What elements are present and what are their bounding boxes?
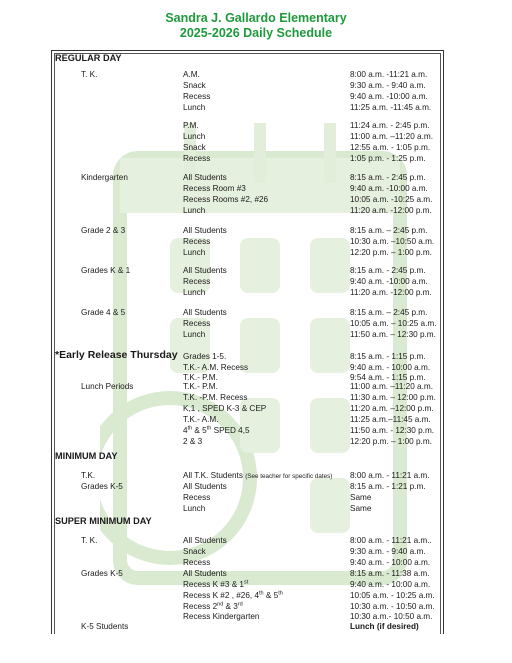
schedule-row bbox=[0, 183, 512, 194]
activity-text: T.K.- A.M. Recess bbox=[183, 363, 249, 372]
time-range: 9:40 a.m. -10:00 a.m. bbox=[350, 92, 428, 101]
schedule-row bbox=[0, 557, 512, 568]
time-range: 8:15 a.m. - 11:38 a.m. bbox=[350, 569, 430, 578]
ordinal-suffix: st bbox=[243, 579, 249, 586]
activity-text: & 3 bbox=[223, 602, 238, 611]
schedule-row bbox=[0, 425, 512, 436]
activity-label bbox=[183, 225, 227, 236]
activity-label bbox=[183, 131, 205, 142]
schedule-row bbox=[0, 329, 512, 340]
activity-label bbox=[183, 492, 210, 503]
schedule-row bbox=[0, 142, 512, 153]
activity-text: All Students bbox=[183, 536, 227, 545]
schedule-row bbox=[0, 503, 512, 514]
activity-label bbox=[183, 414, 218, 425]
activity-text: Lunch bbox=[183, 248, 206, 257]
schedule-row bbox=[0, 436, 512, 447]
time-range: 9:40 a.m. -10:00 a.m. bbox=[350, 184, 428, 193]
group-label: K-5 Students bbox=[81, 622, 129, 631]
activity-text: Lunch bbox=[183, 132, 206, 141]
activity-label bbox=[183, 535, 227, 546]
ordinal-suffix: rd bbox=[237, 601, 243, 608]
group-label: T. K. bbox=[81, 70, 98, 79]
group-label: Kindergarten bbox=[81, 173, 128, 182]
activity-text: 2 & 3 bbox=[183, 437, 203, 446]
time-range: 9:30 a.m. - 9:40 a.m. bbox=[350, 81, 426, 90]
activity-text: & 5 bbox=[192, 426, 207, 435]
time-range: 9:54 a.m. - 1:15 p.m. bbox=[350, 373, 426, 382]
time-range: 8:15 a.m. - 2:45 p.m. bbox=[350, 266, 426, 275]
time-range: 8:15 a.m. - 2:45 p.m. bbox=[350, 173, 426, 182]
activity-label bbox=[183, 247, 205, 258]
activity-label bbox=[183, 579, 248, 590]
section-minimum-day: MINIMUM DAY bbox=[55, 451, 118, 461]
activity-label bbox=[183, 318, 210, 329]
time-range: 9:40 a.m. -10:00 a.m. bbox=[350, 277, 428, 286]
activity-label bbox=[183, 236, 210, 247]
activity-text: Snack bbox=[183, 547, 206, 556]
activity-label bbox=[183, 403, 266, 414]
activity-label bbox=[183, 425, 250, 436]
schedule-row bbox=[0, 287, 512, 298]
schedule-row bbox=[0, 403, 512, 414]
activity-label bbox=[183, 329, 205, 340]
ordinal-suffix: th bbox=[206, 425, 212, 432]
activity-label bbox=[183, 436, 202, 447]
activity-label bbox=[183, 205, 205, 216]
time-range: 11:50 a.m. – 12:30 p.m. bbox=[350, 330, 436, 339]
time-range: 11:20 a.m. -12:00 p.m. bbox=[350, 206, 432, 215]
time-range: Lunch (if desired) bbox=[350, 622, 419, 631]
activity-label bbox=[183, 568, 227, 579]
activity-text: Recess 2 bbox=[183, 602, 218, 611]
time-range: 11:00 a.m. –11:20 a.m. bbox=[350, 132, 433, 141]
activity-label bbox=[183, 481, 227, 492]
activity-text: Recess bbox=[183, 92, 211, 101]
activity-text: Lunch bbox=[183, 288, 206, 297]
activity-text: All T.K. Students bbox=[183, 471, 246, 480]
schedule-row bbox=[0, 590, 512, 601]
time-range: 8:00 a.m. -11:21 a.m. bbox=[350, 70, 428, 79]
activity-text: Lunch bbox=[183, 103, 206, 112]
schedule-row bbox=[0, 481, 512, 492]
schedule-row bbox=[0, 102, 512, 113]
activity-text: Lunch bbox=[183, 206, 206, 215]
activity-text: All Students bbox=[183, 266, 227, 275]
time-range: 1:05 p.m. - 1:25 p.m. bbox=[350, 154, 426, 163]
activity-text: T.K.- P.M. bbox=[183, 382, 218, 391]
time-range: 8:15 a.m. – 2:45 p.m. bbox=[350, 308, 428, 317]
schedule-row bbox=[0, 236, 512, 247]
activity-text: All Students bbox=[183, 173, 227, 182]
schedule-row bbox=[0, 225, 512, 236]
time-range: Same bbox=[350, 493, 372, 502]
schedule-row bbox=[0, 91, 512, 102]
schedule-row bbox=[0, 265, 512, 276]
time-range: 11:25 a.m.–11:45 a.m. bbox=[350, 415, 431, 424]
time-range: 9:30 a.m. - 9:40 a.m. bbox=[350, 547, 426, 556]
activity-label bbox=[183, 153, 210, 164]
activity-label bbox=[183, 265, 227, 276]
time-range: 12:20 p.m. – 1:00 p.m. bbox=[350, 248, 432, 257]
time-range: 11:20 a.m. –12:00 p.m. bbox=[350, 404, 434, 413]
activity-text: Recess bbox=[183, 493, 211, 502]
schedule-row bbox=[0, 153, 512, 164]
activity-text: Recess bbox=[183, 319, 211, 328]
activity-text: All Students bbox=[183, 226, 227, 235]
activity-label bbox=[183, 381, 218, 392]
schedule-row bbox=[0, 120, 512, 131]
activity-text: A.M. bbox=[183, 70, 200, 79]
time-range: 10:05 a.m. – 10:25 a.m. bbox=[350, 319, 437, 328]
schedule-row bbox=[0, 69, 512, 80]
activity-label bbox=[183, 183, 246, 194]
schedule-row bbox=[0, 535, 512, 546]
ordinal-suffix: th bbox=[187, 425, 193, 432]
schedule-row bbox=[0, 131, 512, 142]
ordinal-suffix: th bbox=[278, 590, 283, 597]
time-range: 8:00 a.m. - 11:21 a.m. bbox=[350, 471, 430, 480]
group-label: Lunch Periods bbox=[81, 382, 134, 391]
group-label: Grade 2 & 3 bbox=[81, 226, 126, 235]
activity-text: Recess Kindergarten bbox=[183, 612, 260, 621]
time-range: 11:20 a.m. -12:00 p.m. bbox=[350, 288, 432, 297]
time-range: 8:15 a.m. – 2:45 p.m. bbox=[350, 226, 428, 235]
activity-label bbox=[183, 69, 200, 80]
schedule-row bbox=[0, 470, 512, 481]
activity-label bbox=[183, 102, 205, 113]
section-early-release: *Early Release Thursday bbox=[55, 349, 178, 361]
activity-text: P.M. bbox=[183, 121, 199, 130]
activity-label bbox=[183, 546, 206, 557]
activity-text: Recess K #2 , #26, 4 bbox=[183, 591, 260, 600]
activity-label bbox=[183, 503, 205, 514]
activity-label bbox=[183, 172, 227, 183]
time-range: 10:30 a.m. - 10:50 a.m. bbox=[350, 602, 435, 611]
group-label: Grade 4 & 5 bbox=[81, 308, 126, 317]
schedule-row bbox=[0, 392, 512, 403]
activity-text: Snack bbox=[183, 81, 206, 90]
time-range: 9:40 a.m. - 10:00 a.m. bbox=[350, 558, 431, 567]
time-range: 8:00 a.m. - 11:21 a.m.. bbox=[350, 536, 432, 545]
time-range: 9:40 a.m. - 10:00 a.m. bbox=[350, 580, 431, 589]
activity-text: Grades 1-5. bbox=[183, 352, 227, 361]
activity-text: Recess bbox=[183, 237, 211, 246]
time-range: 10:05 a.m. - 10:25 a.m. bbox=[350, 591, 435, 600]
activity-text: Recess bbox=[183, 277, 211, 286]
group-label: Grades K-5 bbox=[81, 569, 123, 578]
activity-text: 4 bbox=[183, 426, 188, 435]
activity-text: Recess K #3 & 1 bbox=[183, 580, 244, 589]
time-range: 10:30 a.m.- 10:50 a.m. bbox=[350, 612, 433, 621]
activity-note: (See teacher for specific dates) bbox=[245, 473, 333, 480]
activity-text: Snack bbox=[183, 143, 206, 152]
section-regular-day: REGULAR DAY bbox=[55, 53, 122, 63]
schedule-row bbox=[0, 80, 512, 91]
schedule-row bbox=[0, 579, 512, 590]
schedule-row bbox=[0, 172, 512, 183]
schedule-row bbox=[0, 276, 512, 287]
schedule-row bbox=[0, 381, 512, 392]
schedule-row bbox=[0, 205, 512, 216]
activity-label bbox=[183, 392, 247, 403]
activity-label bbox=[183, 80, 206, 91]
time-range: 11:50 a.m. - 12:30 p.m. bbox=[350, 426, 435, 435]
ordinal-suffix: th bbox=[259, 590, 264, 597]
group-label: T. K. bbox=[81, 536, 98, 545]
activity-text: Lunch bbox=[183, 330, 206, 339]
time-range: 9:40 a.m. - 10:00 a.m. bbox=[350, 363, 431, 372]
activity-label bbox=[183, 351, 226, 362]
time-range: 10:30 a.m. –10:50 a.m. bbox=[350, 237, 435, 246]
schedule-row bbox=[0, 307, 512, 318]
school-name: Sandra J. Gallardo Elementary bbox=[165, 11, 347, 25]
time-range: 8:15 a.m. - 1:15 p.m. bbox=[350, 352, 426, 361]
time-range: 11:00 a.m. –11:20 a.m. bbox=[350, 382, 433, 391]
schedule-row bbox=[0, 247, 512, 258]
activity-label bbox=[183, 194, 268, 205]
schedule-row bbox=[0, 194, 512, 205]
activity-text: Recess Rooms #2, #26 bbox=[183, 195, 269, 204]
group-label: T.K. bbox=[81, 471, 96, 480]
time-range: 8:15 a.m. - 1:21 p.m. bbox=[350, 482, 426, 491]
activity-text: T.K. -P.M. Recess bbox=[183, 393, 248, 402]
activity-text: Recess Room #3 bbox=[183, 184, 246, 193]
activity-text: T.K.- P.M. bbox=[183, 373, 218, 382]
ordinal-suffix: nd bbox=[217, 601, 224, 608]
activity-label bbox=[183, 120, 199, 131]
group-label: Grades K-5 bbox=[81, 482, 123, 491]
activity-label bbox=[183, 142, 206, 153]
activity-label bbox=[183, 307, 227, 318]
activity-text: T.K.- A.M. bbox=[183, 415, 219, 424]
activity-text: SPED 4,5 bbox=[211, 426, 250, 435]
schedule-row bbox=[0, 492, 512, 503]
activity-label bbox=[183, 287, 205, 298]
activity-label bbox=[183, 91, 210, 102]
activity-text: Lunch bbox=[183, 504, 206, 513]
schedule-row bbox=[0, 621, 512, 632]
activity-label bbox=[183, 557, 210, 568]
time-range: 11:30 a.m. – 12:00 p.m. bbox=[350, 393, 436, 402]
section-super-minimum-day: SUPER MINIMUM DAY bbox=[55, 516, 152, 526]
group-label: Grades K & 1 bbox=[81, 266, 131, 275]
schedule-row bbox=[0, 568, 512, 579]
time-range: 11:25 a.m. -11:45 a.m. bbox=[350, 103, 432, 112]
time-range: 11:24 a.m. - 2:45 p.m. bbox=[350, 121, 430, 130]
activity-label bbox=[183, 590, 283, 601]
time-range: Same bbox=[350, 504, 372, 513]
time-range: 12:55 a.m. - 1:05 p.m. bbox=[350, 143, 431, 152]
time-range: 10:05 a.m. -10:25 a.m. bbox=[350, 195, 433, 204]
activity-text: Recess bbox=[183, 558, 211, 567]
activity-text: All Students bbox=[183, 482, 227, 491]
activity-text: & 5 bbox=[263, 591, 279, 600]
activity-text: All Students bbox=[183, 569, 227, 578]
schedule-row bbox=[0, 414, 512, 425]
activity-text: K,1 , SPED K-3 & CEP bbox=[183, 404, 267, 413]
schedule-row bbox=[0, 318, 512, 329]
activity-text: Recess bbox=[183, 154, 211, 163]
time-range: 12:20 p.m. – 1:00 p.m. bbox=[350, 437, 432, 446]
activity-text: All Students bbox=[183, 308, 227, 317]
schedule-row bbox=[0, 546, 512, 557]
activity-label bbox=[183, 276, 210, 287]
schedule-title: 2025-2026 Daily Schedule bbox=[179, 26, 333, 40]
